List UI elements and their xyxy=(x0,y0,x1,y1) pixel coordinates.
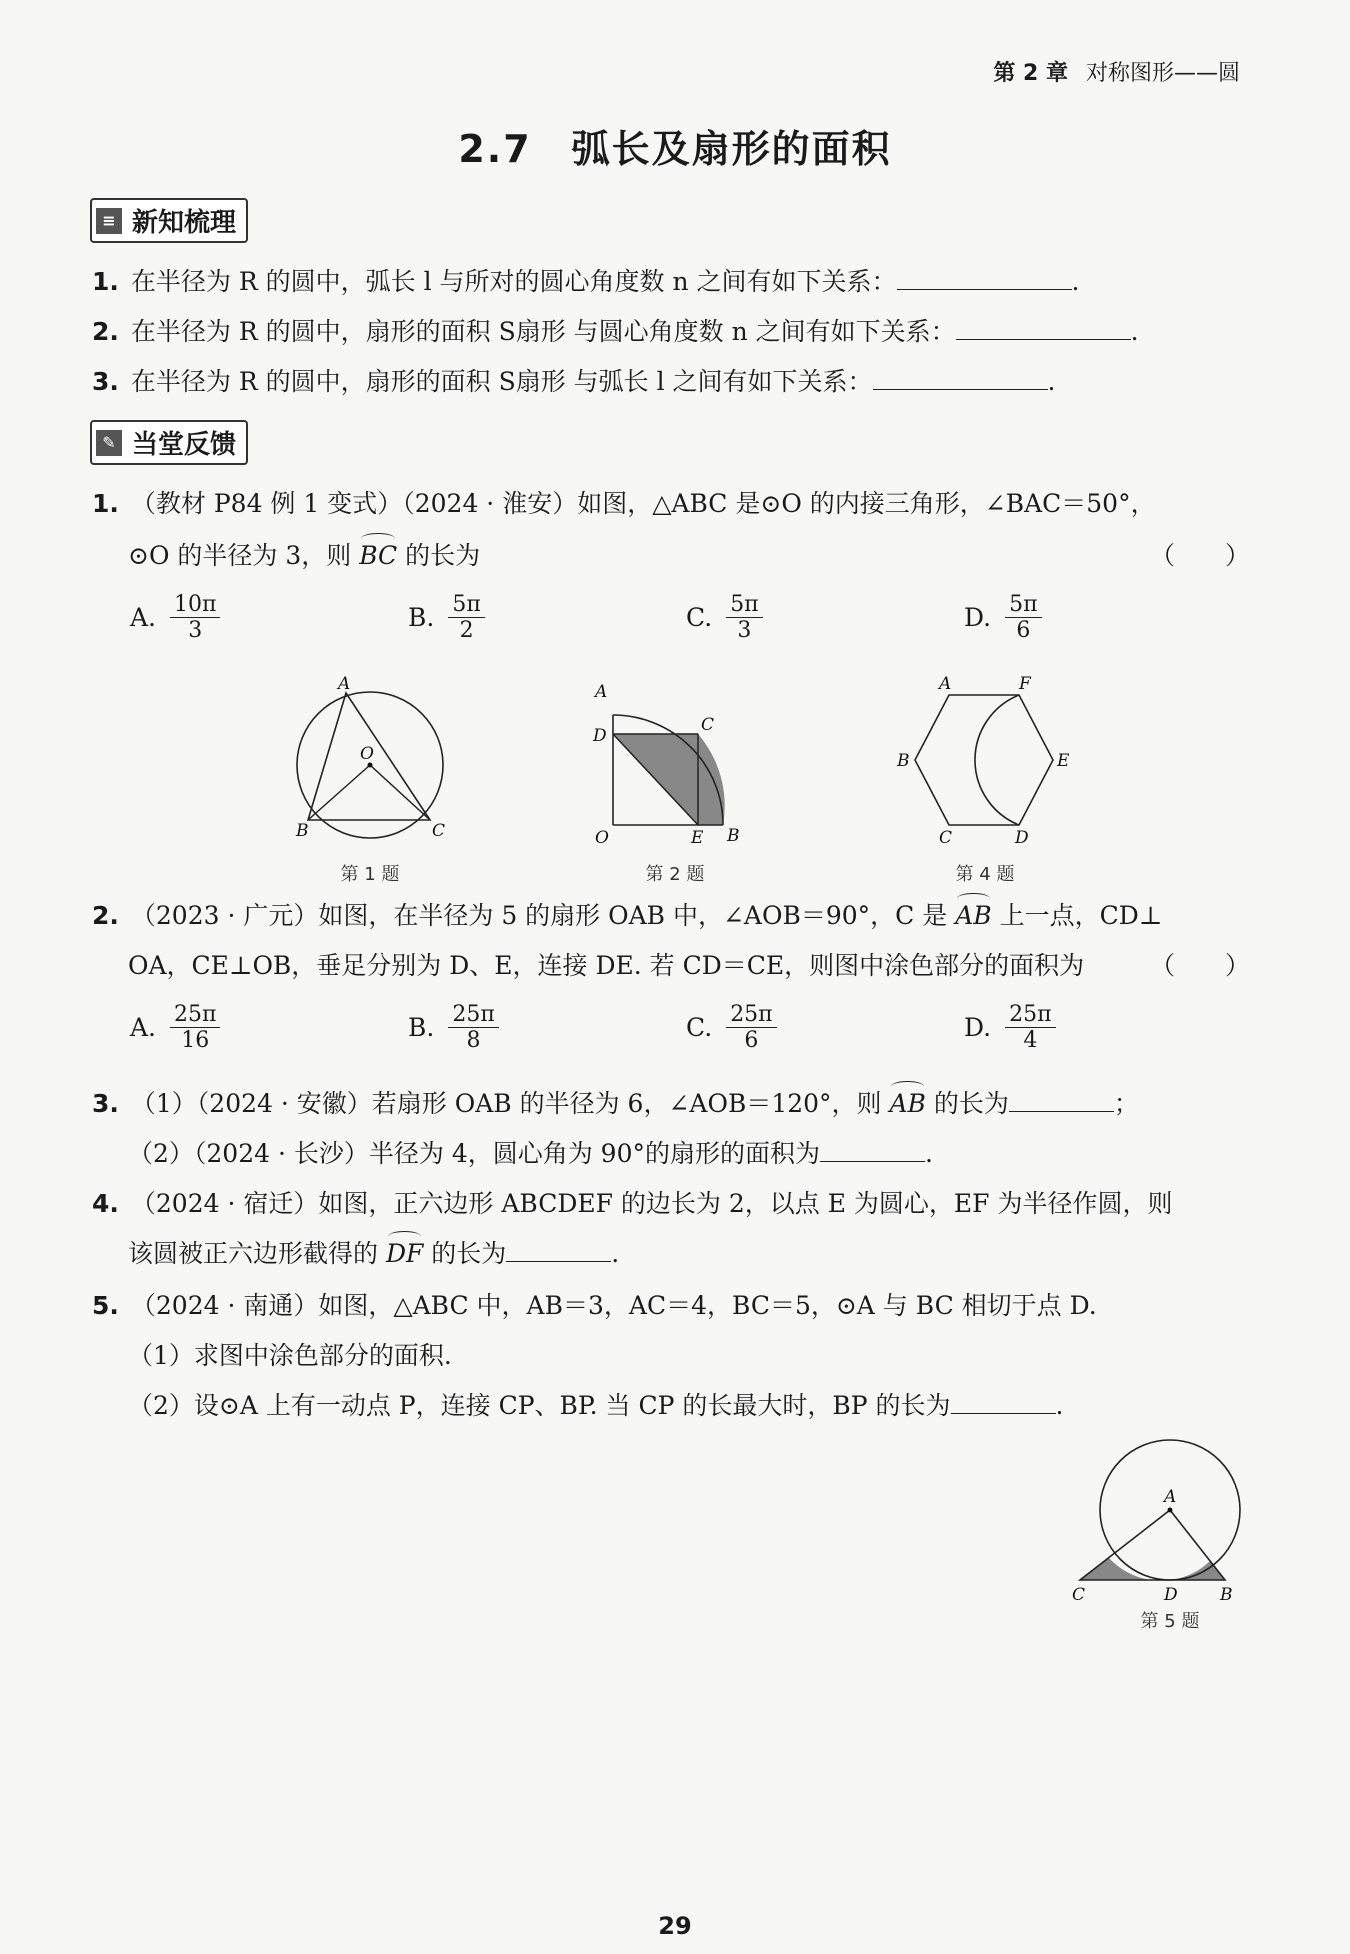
option-c[interactable] xyxy=(686,592,964,644)
option-label: C. xyxy=(686,603,713,633)
notebook-icon: ≡ xyxy=(96,208,122,234)
question-5-line-2 xyxy=(92,1336,1250,1372)
point-label-f: F xyxy=(1019,675,1031,694)
option-c[interactable] xyxy=(686,1002,964,1054)
numerator: 5π xyxy=(1005,592,1041,618)
figure-5-diagram xyxy=(1060,1432,1260,1607)
figure-1 xyxy=(280,675,460,886)
question-text: （2023 · 广元）如图，在半径为 5 的扇形 OAB 中，∠AOB＝90°，C 是 xyxy=(130,901,956,930)
figure-caption: 第 4 题 xyxy=(955,864,1015,885)
question-text: 的长为 xyxy=(397,541,481,570)
question-text: （2）设⊙A 上有一动点 P，连接 CP、BP. 当 CP 的长最大时，BP 的长为 xyxy=(128,1391,951,1420)
question-number: 3. xyxy=(92,1089,119,1118)
answer-paren[interactable]: （ ） xyxy=(1149,541,1250,570)
option-d[interactable] xyxy=(964,1002,1242,1054)
numerator: 25π xyxy=(726,1002,776,1028)
knowledge-item-3: 3. 在半径为 R 的圆中，扇形的面积 S扇形 与弧长 l 之间有如下关系： . xyxy=(92,367,1056,396)
point-label-a: A xyxy=(1164,1487,1177,1507)
point-label-a: A xyxy=(939,675,952,694)
chapter-header xyxy=(993,56,1240,87)
point-label-d: D xyxy=(593,726,607,746)
point-label-a: A xyxy=(595,682,608,702)
fraction xyxy=(170,592,220,644)
point-label-d: D xyxy=(1015,828,1029,848)
question-text: （教材 P84 例 1 变式）（2024 · 淮安）如图，△ABC 是⊙O 的内接三角形，∠BAC＝50°， xyxy=(130,489,1156,518)
option-label: A. xyxy=(130,1013,157,1043)
fraction xyxy=(448,592,484,644)
item-text: 在半径为 R 的圆中，弧长 l 与所对的圆心角度数 n 之间有如下关系： xyxy=(130,267,897,296)
point-label-o: O xyxy=(595,828,609,848)
point-label-c: C xyxy=(432,821,446,841)
answer-blank[interactable] xyxy=(951,1391,1056,1414)
chapter-number: 第 2 章 xyxy=(993,61,1068,86)
option-b[interactable] xyxy=(408,592,686,644)
option-label: D. xyxy=(964,603,992,633)
point-label-b: B xyxy=(727,826,740,846)
numerator: 10π xyxy=(170,592,220,618)
fraction xyxy=(1005,592,1041,644)
denominator: 16 xyxy=(181,1028,210,1054)
option-label: B. xyxy=(408,603,435,633)
knowledge-item-2: 2. 在半径为 R 的圆中，扇形的面积 S扇形 与圆心角度数 n 之间有如下关系： . xyxy=(92,317,1139,346)
punctuation: ； xyxy=(1113,1089,1139,1118)
point-label-d: D xyxy=(1164,1585,1178,1605)
fraction xyxy=(448,1002,498,1054)
question-1-line-2 xyxy=(92,536,1250,572)
answer-blank[interactable] xyxy=(506,1239,611,1262)
point-label-o: O xyxy=(360,744,374,764)
question-2-line-2 xyxy=(92,946,1250,982)
question-number: 4. xyxy=(92,1189,119,1218)
figure-2-diagram xyxy=(585,675,765,860)
numerator: 25π xyxy=(448,1002,498,1028)
item-number: 3. xyxy=(92,367,119,396)
option-a[interactable] xyxy=(130,1002,408,1054)
option-label: A. xyxy=(130,603,157,633)
question-text: （1）求图中涂色部分的面积. xyxy=(128,1341,452,1370)
arc-label: DF xyxy=(385,1239,424,1268)
numerator: 5π xyxy=(726,592,762,618)
item-text: 在半径为 R 的圆中，扇形的面积 S扇形 与弧长 l 之间有如下关系： xyxy=(130,367,873,396)
option-label: D. xyxy=(964,1013,992,1043)
question-4-line-1 xyxy=(92,1184,1250,1220)
item-number: 2. xyxy=(92,317,119,346)
figure-4 xyxy=(895,675,1075,886)
section-header-new-knowledge xyxy=(90,198,248,243)
lesson-name: 弧长及扇形的面积 xyxy=(571,127,892,171)
figure-4-diagram xyxy=(895,675,1075,860)
answer-blank[interactable] xyxy=(1009,1089,1114,1112)
option-d[interactable] xyxy=(964,592,1242,644)
answer-paren[interactable]: （ ） xyxy=(1149,951,1250,980)
fraction xyxy=(726,592,762,644)
answer-blank[interactable] xyxy=(873,367,1048,390)
answer-blank[interactable] xyxy=(820,1139,925,1162)
point-label-c: C xyxy=(939,828,953,848)
option-label: B. xyxy=(408,1013,435,1043)
question-number: 5. xyxy=(92,1291,119,1320)
figure-5 xyxy=(1060,1432,1260,1633)
question-text: （2024 · 宿迁）如图，正六边形 ABCDEF 的边长为 2，以点 E 为圆心，EF 为半径作圆，则 xyxy=(130,1189,1173,1218)
question-text: 的长为 xyxy=(925,1089,1009,1118)
figure-caption: 第 5 题 xyxy=(1140,1611,1200,1632)
numerator: 25π xyxy=(1005,1002,1055,1028)
lesson-title xyxy=(0,118,1350,173)
question-1-line-1 xyxy=(92,484,1250,520)
question-text: ⊙O 的半径为 3，则 xyxy=(128,541,360,570)
option-b[interactable] xyxy=(408,1002,686,1054)
arc-label: AB xyxy=(889,1089,926,1118)
item-text: 在半径为 R 的圆中，扇形的面积 S扇形 与圆心角度数 n 之间有如下关系： xyxy=(130,317,956,346)
chapter-title: 对称图形——圆 xyxy=(1085,61,1240,86)
point-label-c: C xyxy=(1072,1585,1086,1605)
denominator: 4 xyxy=(1023,1028,1038,1054)
question-number: 1. xyxy=(92,489,119,518)
question-5-line-3 xyxy=(92,1386,1250,1422)
punctuation: . xyxy=(611,1239,620,1268)
page-number: 29 xyxy=(658,1912,692,1940)
item-number: 1. xyxy=(92,267,119,296)
section-title: 当堂反馈 xyxy=(132,430,237,460)
lesson-number: 2.7 xyxy=(458,127,532,171)
denominator: 6 xyxy=(1016,618,1031,644)
punctuation: . xyxy=(924,1139,933,1168)
denominator: 3 xyxy=(188,618,203,644)
question-text: （2）（2024 · 长沙）半径为 4，圆心角为 90°的扇形的面积为 xyxy=(128,1139,820,1168)
question-3-line-2 xyxy=(92,1134,1250,1170)
question-number: 2. xyxy=(92,901,119,930)
answer-blank[interactable] xyxy=(897,267,1072,290)
option-a[interactable] xyxy=(130,592,408,644)
denominator: 3 xyxy=(737,618,752,644)
figure-2 xyxy=(585,675,765,886)
question-text: 的长为 xyxy=(423,1239,507,1268)
fraction xyxy=(726,1002,776,1054)
section-title: 新知梳理 xyxy=(132,208,237,238)
question-4-line-2 xyxy=(92,1234,1250,1270)
point-label-c: C xyxy=(701,715,715,735)
question-5-line-1 xyxy=(92,1286,1250,1322)
point-label-e: E xyxy=(1057,751,1070,771)
question-2-line-1 xyxy=(92,896,1250,932)
question-text: OA，CE⊥OB，垂足分别为 D、E，连接 DE. 若 CD＝CE，则图中涂色部分的面积为 xyxy=(128,951,1085,980)
denominator: 6 xyxy=(744,1028,759,1054)
question-text: 该圆被正六边形截得的 xyxy=(128,1239,386,1268)
option-label: C. xyxy=(686,1013,713,1043)
section-header-feedback xyxy=(90,420,248,465)
point-label-e: E xyxy=(691,828,704,848)
question-text: 上一点，CD⊥ xyxy=(991,901,1163,930)
arc-label: AB xyxy=(955,901,992,930)
question-1-options xyxy=(130,592,1250,644)
question-2-options xyxy=(130,1002,1250,1054)
fraction xyxy=(1005,1002,1055,1054)
numerator: 5π xyxy=(448,592,484,618)
denominator: 8 xyxy=(466,1028,481,1054)
fraction xyxy=(170,1002,220,1054)
question-text: （2024 · 南通）如图，△ABC 中，AB＝3，AC＝4，BC＝5，⊙A 与 BC 相切于点 D. xyxy=(130,1291,1097,1320)
point-label-a: A xyxy=(338,675,351,694)
numerator: 25π xyxy=(170,1002,220,1028)
answer-blank[interactable] xyxy=(956,317,1131,340)
point-label-b: B xyxy=(296,821,309,841)
knowledge-item-1: 1. 在半径为 R 的圆中，弧长 l 与所对的圆心角度数 n 之间有如下关系： . xyxy=(92,267,1080,296)
figure-caption: 第 2 题 xyxy=(645,864,705,885)
denominator: 2 xyxy=(459,618,474,644)
punctuation: . xyxy=(1055,1391,1064,1420)
arc-label: BC xyxy=(359,541,398,570)
question-text: （1）（2024 · 安徽）若扇形 OAB 的半径为 6，∠AOB＝120°，则 xyxy=(130,1089,890,1118)
point-label-b: B xyxy=(1220,1585,1233,1605)
pencil-icon: ✎ xyxy=(96,430,122,456)
point-label-b: B xyxy=(897,751,910,771)
figure-caption: 第 1 题 xyxy=(340,864,400,885)
figure-1-diagram xyxy=(280,675,460,860)
question-3-line-1 xyxy=(92,1084,1250,1120)
